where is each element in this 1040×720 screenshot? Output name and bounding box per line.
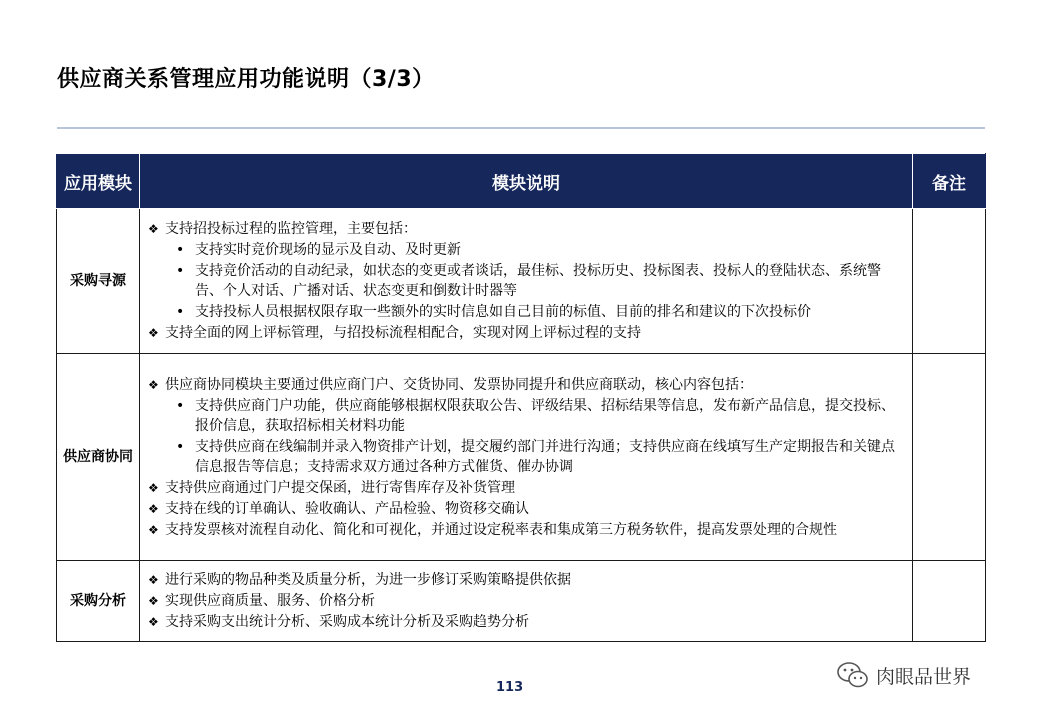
- module-name: 采购分析: [57, 561, 140, 642]
- table-row: [57, 561, 986, 642]
- list-item: ❖ 支持全面的网上评标管理，与招投标流程相配合，实现对网上评标过程的支持: [148, 323, 906, 343]
- module-note: [913, 354, 986, 561]
- watermark-text: 肉眼品世界: [876, 665, 972, 688]
- list-item: ❖ 支持采购支出统计分析、采购成本统计分析及采购趋势分析: [148, 612, 906, 632]
- page-number: 113: [496, 680, 524, 695]
- list-item: • 支持供应商在线编制并录入物资排产计划，提交履约部门并进行沟通；支持供应商在线填写生产定期报告和关键点信息报告等信息；支持需求双方通过各种方式催货、催办协调: [148, 437, 906, 477]
- page-title: 供应商关系管理应用功能说明（3/3）: [57, 67, 435, 92]
- list-item: ❖ 进行采购的物品种类及质量分析，为进一步修订采购策略提供依据: [148, 570, 906, 590]
- header-description: 模块说明: [140, 154, 913, 209]
- module-description: [140, 209, 913, 354]
- list-item: • 支持竞价活动的自动纪录，如状态的变更或者谈话，最佳标、投标历史、投标图表、投标人的登陆状态、系统警告、个人对话、广播对话、状态变更和倒数计时器等: [148, 261, 906, 301]
- watermark: [836, 660, 971, 690]
- module-description: [140, 354, 913, 561]
- module-name: 采购寻源: [57, 209, 140, 354]
- list-item: ❖ 支持在线的订单确认、验收确认、产品检验、物资移交确认: [148, 499, 906, 519]
- header-module: 应用模块: [57, 154, 140, 209]
- list-item: ❖ 支持招投标过程的监控管理，主要包括：: [148, 219, 906, 239]
- list-item: ❖ 支持发票核对流程自动化、简化和可视化，并通过设定税率表和集成第三方税务软件，提高发票处理的合规性: [148, 520, 906, 540]
- list-item: ❖ 供应商协同模块主要通过供应商门户、交货协同、发票协同提升和供应商联动，核心内容包括：: [148, 375, 906, 395]
- list-item: • 支持供应商门户功能，供应商能够根据权限获取公告、评级结果、招标结果等信息，发布新产品信息，提交投标、报价信息，获取招标相关材料功能: [148, 396, 906, 436]
- module-name: 供应商协同: [57, 354, 140, 561]
- list-item: • 支持投标人员根据权限存取一些额外的实时信息如自己目前的标值、目前的排名和建议的下次投标价: [148, 302, 906, 322]
- list-item: • 支持实时竞价现场的显示及自动、及时更新: [148, 240, 906, 260]
- table-row: [57, 209, 986, 354]
- function-table: [56, 153, 986, 642]
- header-note: 备注: [913, 154, 986, 209]
- table-header-row: [57, 154, 986, 209]
- list-item: ❖ 支持供应商通过门户提交保函，进行寄售库存及补货管理: [148, 478, 906, 498]
- module-note: [913, 561, 986, 642]
- module-description: [140, 561, 913, 642]
- title-divider: [57, 127, 985, 129]
- table-row: [57, 354, 986, 561]
- list-item: ❖ 实现供应商质量、服务、价格分析: [148, 591, 906, 611]
- wechat-icon: [836, 660, 870, 690]
- module-note: [913, 209, 986, 354]
